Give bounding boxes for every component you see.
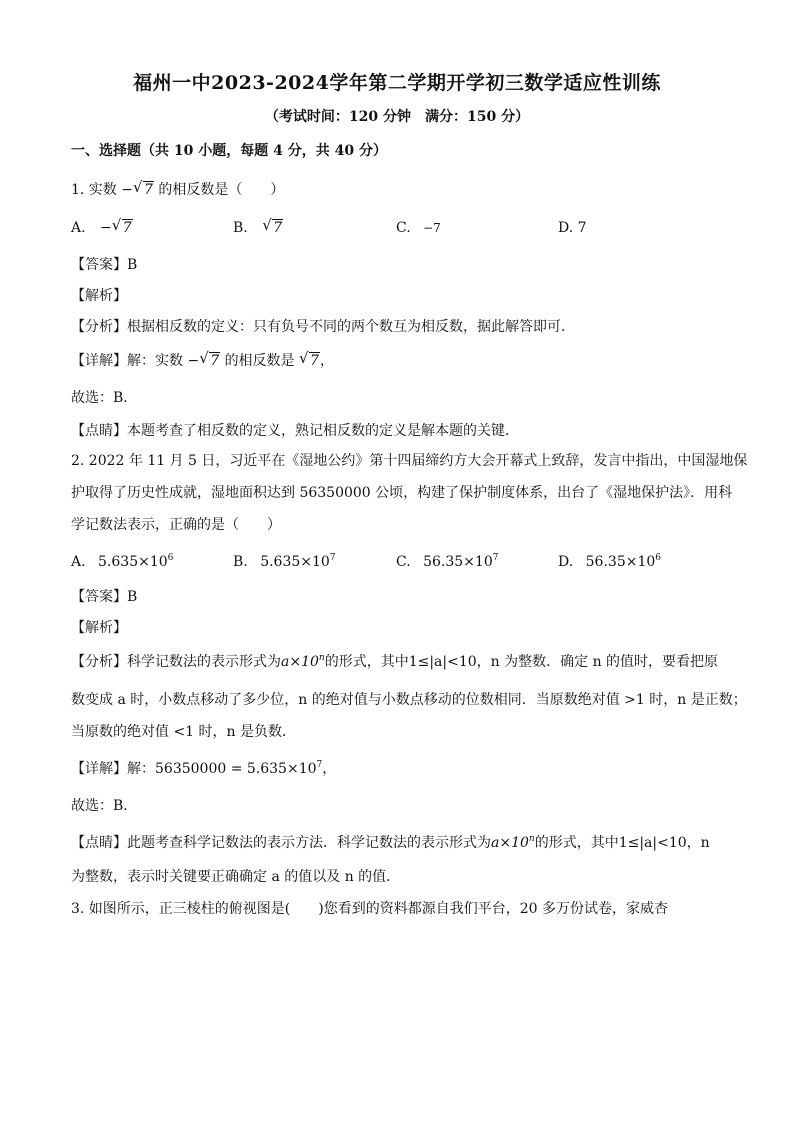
fenxi-post: ，n 为整数．确定 n 的值时，要看把原 <box>476 654 719 670</box>
q1-stem-expr <box>121 178 154 198</box>
q2-fenxi-line1 <box>71 652 754 672</box>
comment-pre: 【点睛】此题考查科学记数法的表示方法．科学记数法的表示形式为 <box>71 835 491 851</box>
option-value: −7 <box>423 221 441 235</box>
q2-stem-line2: 护取得了历史性成就，湿地面积达到 56350000 公顷，构建了保护制度体系，出台了《湿地保护法》．用科 <box>71 485 733 501</box>
q1-option-b <box>233 218 283 238</box>
exponent: n <box>528 834 535 844</box>
q2-answer: 【答案】B <box>71 589 138 605</box>
option-value: 5.635×10 <box>98 554 168 570</box>
detail-pre: 【详解】解： <box>71 761 155 777</box>
detail-pre: 【详解】解：实数 <box>71 353 183 369</box>
comment-post: ，n <box>686 835 710 851</box>
option-label: C. <box>396 554 411 570</box>
q1-option-d <box>558 218 587 238</box>
q1-stem-pre: 1. 实数 <box>71 182 117 198</box>
q2-analysis-tag: 【解析】 <box>71 620 127 636</box>
sqrt-symbol: √ 7 <box>299 349 319 369</box>
q1-option-c <box>396 218 441 238</box>
q1-answer: 【答案】B <box>71 257 138 273</box>
radicand: 7 <box>310 353 319 369</box>
q2-stem-line3: 学记数法表示，正确的是（ ） <box>71 517 281 533</box>
fenxi-mid: 的形式，其中 <box>324 654 409 670</box>
q2-fenxi-line2: 数变成 a 时，小数点移动了多少位，n 的绝对值与小数点移动的位数相同．当原数绝对值 >1 时，n 是正数； <box>71 692 747 708</box>
comment-mid: 的形式，其中 <box>534 835 619 851</box>
detail-end: ， <box>322 761 337 777</box>
minus-sign: − <box>187 353 200 369</box>
exponent: 7 <box>316 760 323 770</box>
option-label: A. <box>71 554 86 570</box>
option-label: A. <box>71 220 86 236</box>
option-label: B. <box>233 554 248 570</box>
q1-stem <box>71 180 754 200</box>
q1-stem-post: 的相反数是（ ） <box>158 182 285 198</box>
option-value: 56.35×10 <box>585 554 656 570</box>
option-label: C. <box>396 220 411 236</box>
radicand: 7 <box>122 220 132 236</box>
radicand: 7 <box>273 220 283 236</box>
q2-comment-line1 <box>71 833 754 853</box>
q2-option-a <box>71 552 173 572</box>
option-label: B. <box>233 220 248 236</box>
exam-info: （考试时间：120 分钟 满分：150 分） <box>264 109 530 125</box>
sqrt-symbol: √ 7 <box>111 216 132 236</box>
q2-stem-line1: 2. 2022 年 11 月 5 日，习近平在《湿地公约》第十四届缔约方大会开幕式上致辞，发言中指出，中国湿地保 <box>71 453 748 469</box>
sqrt-symbol: √ 7 <box>262 216 283 236</box>
q2-choose: 故选：B． <box>71 798 138 814</box>
q1-analysis-tag: 【解析】 <box>71 288 127 304</box>
q1-option-a <box>71 218 133 238</box>
option-value: 56.35×10 <box>423 554 493 570</box>
q3-stem: 3. 如图所示，正三棱柱的俯视图是( )您看到的资料都源自我们平台，20 多万份试卷，家威杏 <box>71 901 668 917</box>
sci-form: a×10 <box>281 654 319 670</box>
range-expr: 1≤|a|<10 <box>408 654 477 670</box>
sqrt-symbol: √ 7 <box>199 349 220 369</box>
exponent: n <box>318 653 325 663</box>
option-label: D. <box>558 554 574 570</box>
q2-option-b <box>233 552 336 572</box>
exponent: 6 <box>167 553 174 563</box>
q2-option-c <box>396 552 498 572</box>
q1-choose: 故选：B． <box>71 390 138 406</box>
option-value: 5.635×10 <box>260 554 330 570</box>
fenxi-pre: 【分析】科学记数法的表示形式为 <box>71 654 281 670</box>
q2-comment-line2: 为整数，表示时关键要正确确定 a 的值以及 n 的值． <box>71 869 401 885</box>
minus-sign: − <box>100 220 112 236</box>
exponent: 7 <box>329 553 336 563</box>
range-expr: 1≤|a|<10 <box>618 835 687 851</box>
exponent: 7 <box>492 553 499 563</box>
radicand: 7 <box>144 182 153 198</box>
detail-expr: 56350000 = 5.635×10 <box>155 761 317 777</box>
q1-comment: 【点睛】本题考查了相反数的定义，熟记相反数的定义是解本题的关键． <box>71 423 519 439</box>
q2-option-d <box>558 552 661 572</box>
option-label: D. <box>558 220 574 236</box>
page-title: 福州一中2023-2024学年第二学期开学初三数学适应性训练 <box>133 72 661 94</box>
option-value: 7 <box>577 220 587 236</box>
q1-fenxi: 【分析】根据相反数的定义：只有负号不同的两个数互为相反数，据此解答即可． <box>71 319 575 335</box>
sci-form: a×10 <box>491 835 529 851</box>
exponent: 6 <box>655 553 661 563</box>
q1-detail <box>71 351 754 371</box>
section-heading: 一、选择题（共 10 小题，每题 4 分，共 40 分） <box>71 143 387 159</box>
q2-detail <box>71 759 754 779</box>
q2-fenxi-line3: 当原数的绝对值 <1 时，n 是负数． <box>71 724 297 740</box>
sqrt-symbol: √ 7 <box>133 178 153 198</box>
detail-end: ， <box>319 353 334 369</box>
radicand: 7 <box>210 353 220 369</box>
detail-mid: 的相反数是 <box>224 353 295 369</box>
minus-sign: − <box>121 182 133 198</box>
